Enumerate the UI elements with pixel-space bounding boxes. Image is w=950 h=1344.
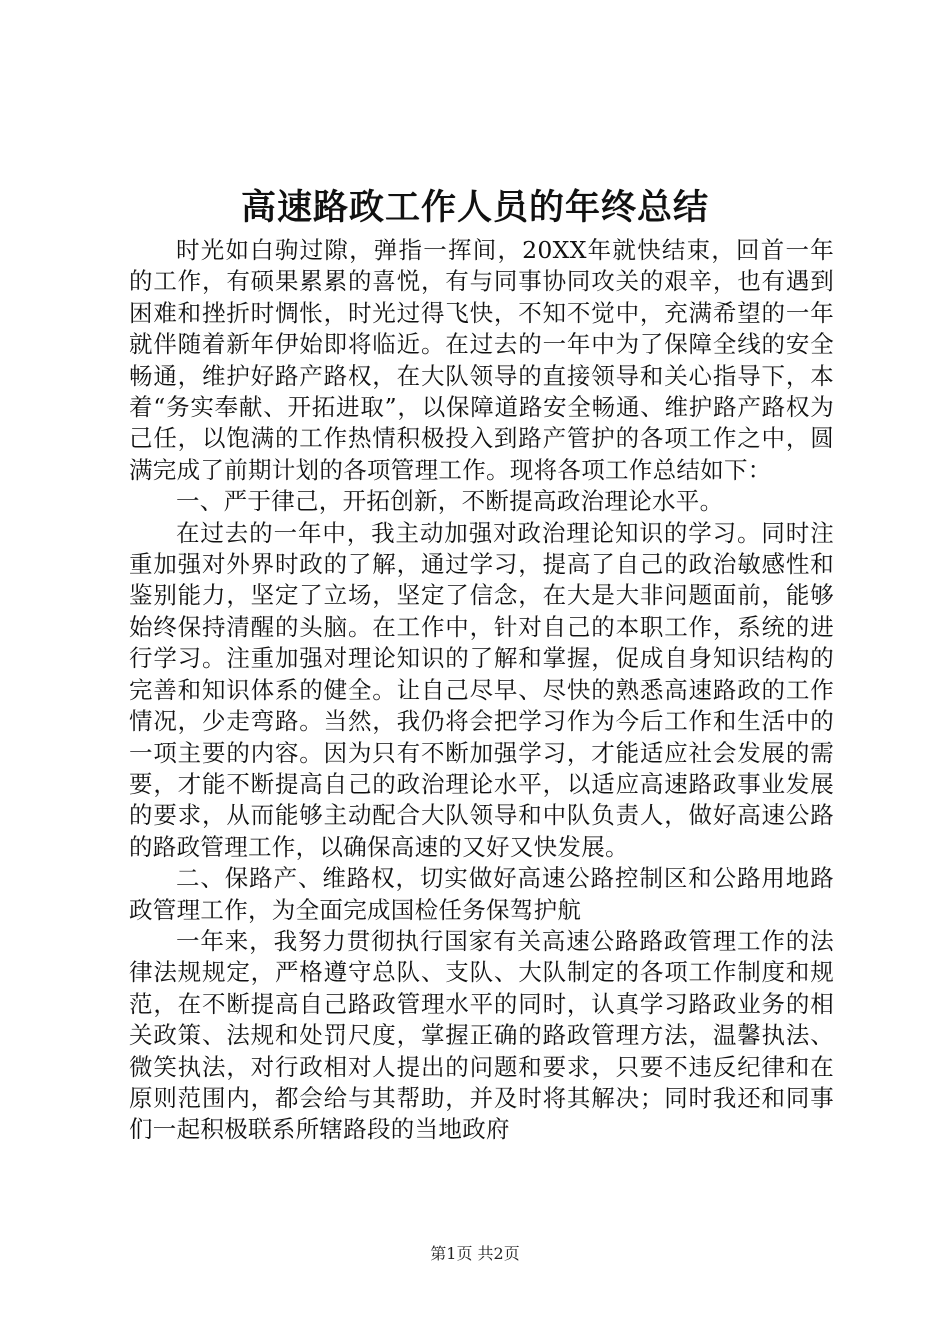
section-heading-2: 二、保路产、维路权，切实做好高速公路控制区和公路用地路政管理工作，为全面完成国检任务保驾护航 <box>129 864 834 924</box>
document-title: 高速路政工作人员的年终总结 <box>240 187 709 228</box>
section-heading-1: 一、严于律己，开拓创新，不断提高政治理论水平。 <box>176 487 724 516</box>
section-paragraph-2: 一年来，我努力贯彻执行国家有关高速公路路政管理工作的法律法规规定，严格遵守总队、支队、大队制定的各项工作制度和规范，在不断提高自己路政管理水平的同时，认真学习路政业务的相关政策、法规和处罚尺度，掌握正确的路政管理方法，温馨执法、微笑执法，对行政相对人提出的问题和要求，只要不违反纪律和在原则范围内，都会给与其帮助，并及时将其解决；同时我还和同事们一起积极联系所辖路段的当地政府 <box>129 926 834 1144</box>
section-paragraph-1: 在过去的一年中，我主动加强对政治理论知识的学习。同时注重加强对外界时政的了解，通过学习，提高了自己的政治敏感性和鉴别能力，坚定了立场，坚定了信念，在大是大非问题面前，能够始终保持清醒的头脑。在工作中，针对自己的本职工作，系统的进行学习。注重加强对理论知识的了解和掌握，促成自身知识结构的完善和知识体系的健全。让自己尽早、尽快的熟悉高速路政的工作情况，少走弯路。当然，我仍将会把学习作为今后工作和生活中的一项主要的内容。因为只有不断加强学习，才能适应社会发展的需要，才能不断提高自己的政治理论水平，以适应高速路政事业发展的要求，从而能够主动配合大队领导和中队负责人，做好高速公路的路政管理工作，以确保高速的又好又快发展。 <box>129 518 834 861</box>
intro-paragraph: 时光如白驹过隙，弹指一挥间，20XX年就快结束，回首一年的工作，有硕果累累的喜悦，有与同事协同攻关的艰辛，也有遇到困难和挫折时惆怅，时光过得飞快，不知不觉中，充满希望的一年就伴随着新年伊始即将临近。在过去的一年中为了保障全线的安全畅通，维护好路产路权，在大队领导的直接领导和关心指导下，本着“务实奉献、开拓进取”，以保障道路安全畅通、维护路产路权为己任，以饱满的工作热情积极投入到路产管护的各项工作之中，圆满完成了前期计划的各项管理工作。现将各项工作总结如下： <box>129 236 834 484</box>
page-number-footer: 第1页 共2页 <box>430 1244 520 1263</box>
document-body <box>129 235 834 1146</box>
